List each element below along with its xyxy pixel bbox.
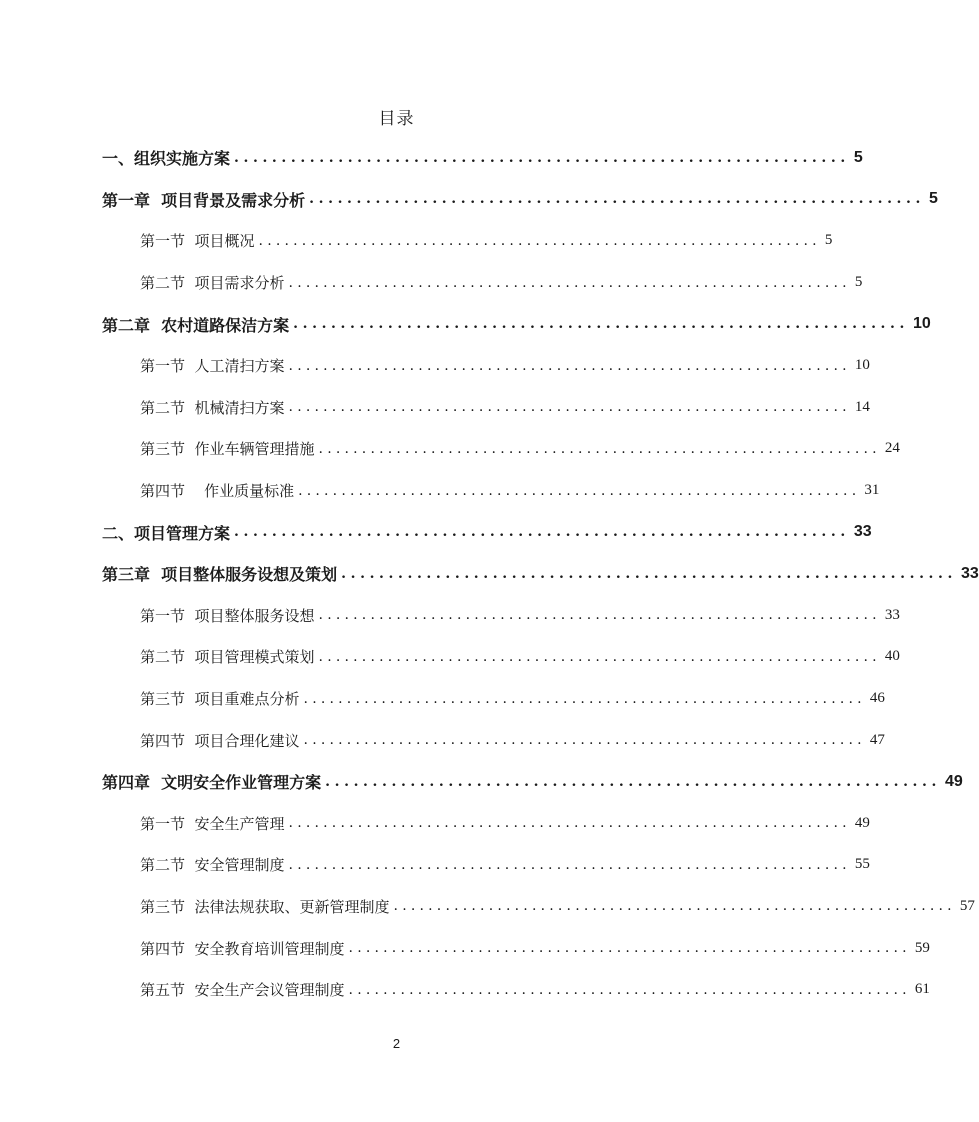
toc-chapter-entry[interactable]	[0, 553, 979, 595]
toc-dot-leader: .................................................................	[288, 815, 851, 832]
toc-entry-title: 第二章 农村道路保洁方案	[102, 315, 290, 335]
toc-entry-title: 第四节 项目合理化建议	[140, 731, 300, 750]
toc-dot-leader: .................................................................	[303, 690, 866, 707]
toc-entry-page: 47	[869, 731, 885, 748]
toc-entry-title: 第一节 人工清扫方案	[140, 357, 285, 376]
toc-entry-page: 49	[944, 772, 963, 790]
toc-dot-leader: .................................................................	[318, 440, 881, 457]
toc-section-entry[interactable]	[0, 387, 870, 429]
toc-section-entry[interactable]	[0, 886, 975, 928]
page-title: 目录	[378, 109, 415, 129]
toc-chapter-entry[interactable]	[0, 511, 872, 553]
toc-section-entry[interactable]	[0, 844, 870, 886]
toc-dot-leader: .................................................................	[293, 316, 909, 333]
page-number: 2	[392, 1036, 401, 1051]
toc-entry-title: 第四节 作业质量标准	[140, 482, 295, 501]
toc-entry-page: 5	[928, 190, 938, 208]
toc-entry-title: 第四章 文明安全作业管理方案	[102, 773, 322, 793]
toc-dot-leader: .................................................................	[288, 856, 851, 873]
toc-entry-title: 第二节 安全管理制度	[140, 856, 285, 875]
toc-entry-title: 第一节 安全生产管理	[140, 814, 285, 833]
toc-dot-leader: .................................................................	[288, 274, 851, 291]
toc-dot-leader: .................................................................	[234, 524, 850, 541]
toc-entry-title: 第三章 项目整体服务设想及策划	[102, 565, 338, 585]
toc-section-entry[interactable]	[0, 678, 885, 720]
toc-dot-leader: .................................................................	[393, 898, 956, 915]
toc-dot-leader: .................................................................	[318, 607, 881, 624]
toc-chapter-entry[interactable]	[0, 303, 931, 345]
toc-dot-leader: .................................................................	[303, 732, 866, 749]
toc-dot-leader: .................................................................	[348, 940, 911, 957]
toc-dot-leader: .................................................................	[288, 399, 851, 416]
toc-dot-leader: .................................................................	[325, 773, 941, 790]
toc-entry-page: 46	[869, 690, 885, 707]
toc-entry-page: 33	[960, 564, 979, 582]
toc-dot-leader: .................................................................	[258, 232, 821, 249]
toc-section-entry[interactable]	[0, 595, 900, 637]
toc-entry-page: 31	[864, 482, 880, 499]
toc-entry-page: 57	[959, 897, 975, 914]
toc-entry-page: 61	[914, 981, 930, 998]
toc-entry-title: 二、项目管理方案	[102, 523, 231, 543]
toc-entry-title: 一、组织实施方案	[102, 149, 231, 169]
toc-section-entry[interactable]	[0, 428, 900, 470]
toc-section-entry[interactable]	[0, 803, 870, 845]
toc-section-entry[interactable]	[0, 969, 930, 1011]
toc-entry-page: 40	[884, 648, 900, 665]
toc-entry-page: 33	[853, 523, 872, 541]
toc-chapter-entry[interactable]	[0, 137, 863, 179]
toc-entry-page: 55	[854, 856, 870, 873]
toc-entry-page: 10	[912, 315, 931, 333]
toc-entry-page: 10	[854, 357, 870, 374]
toc-entry-page: 59	[914, 939, 930, 956]
toc-section-entry[interactable]	[0, 345, 870, 387]
toc-entry-page: 14	[854, 398, 870, 415]
toc-dot-leader: .................................................................	[234, 149, 850, 166]
toc-section-entry[interactable]	[0, 719, 885, 761]
toc-dot-leader: .................................................................	[341, 565, 957, 582]
toc-dot-leader: .................................................................	[298, 482, 861, 499]
toc-section-entry[interactable]	[0, 470, 880, 512]
toc-entry-page: 33	[884, 606, 900, 623]
toc-chapter-entry[interactable]	[0, 179, 938, 221]
toc-dot-leader: .................................................................	[318, 648, 881, 665]
toc-entry-title: 第三节 项目重难点分析	[140, 690, 300, 709]
toc-entry-title: 第一节 项目概况	[140, 232, 255, 251]
toc-entry-title: 第一节 项目整体服务设想	[140, 606, 315, 625]
toc-dot-leader: .................................................................	[288, 357, 851, 374]
toc-dot-leader: .................................................................	[348, 981, 911, 998]
toc-section-entry[interactable]	[0, 262, 863, 304]
toc-entry-page: 5	[853, 148, 863, 166]
toc-section-entry[interactable]	[0, 220, 833, 262]
toc-entry-title: 第三节 法律法规获取、更新管理制度	[140, 897, 390, 916]
toc-section-entry[interactable]	[0, 927, 930, 969]
toc-dot-leader: .................................................................	[309, 191, 925, 208]
toc-entry-page: 5	[854, 274, 863, 291]
toc-entry-title: 第四节 安全教育培训管理制度	[140, 939, 345, 958]
toc-entry-title: 第二节 项目管理模式策划	[140, 648, 315, 667]
toc-entry-title: 第二节 机械清扫方案	[140, 398, 285, 417]
table-of-contents	[0, 137, 979, 1010]
toc-entry-title: 第三节 作业车辆管理措施	[140, 440, 315, 459]
toc-entry-title: 第一章 项目背景及需求分析	[102, 190, 306, 210]
toc-entry-title: 第五节 安全生产会议管理制度	[140, 981, 345, 1000]
toc-entry-page: 5	[824, 232, 833, 249]
toc-section-entry[interactable]	[0, 636, 900, 678]
toc-chapter-entry[interactable]	[0, 761, 963, 803]
toc-entry-page: 49	[854, 814, 870, 831]
toc-entry-title: 第二节 项目需求分析	[140, 274, 285, 293]
toc-entry-page: 24	[884, 440, 900, 457]
